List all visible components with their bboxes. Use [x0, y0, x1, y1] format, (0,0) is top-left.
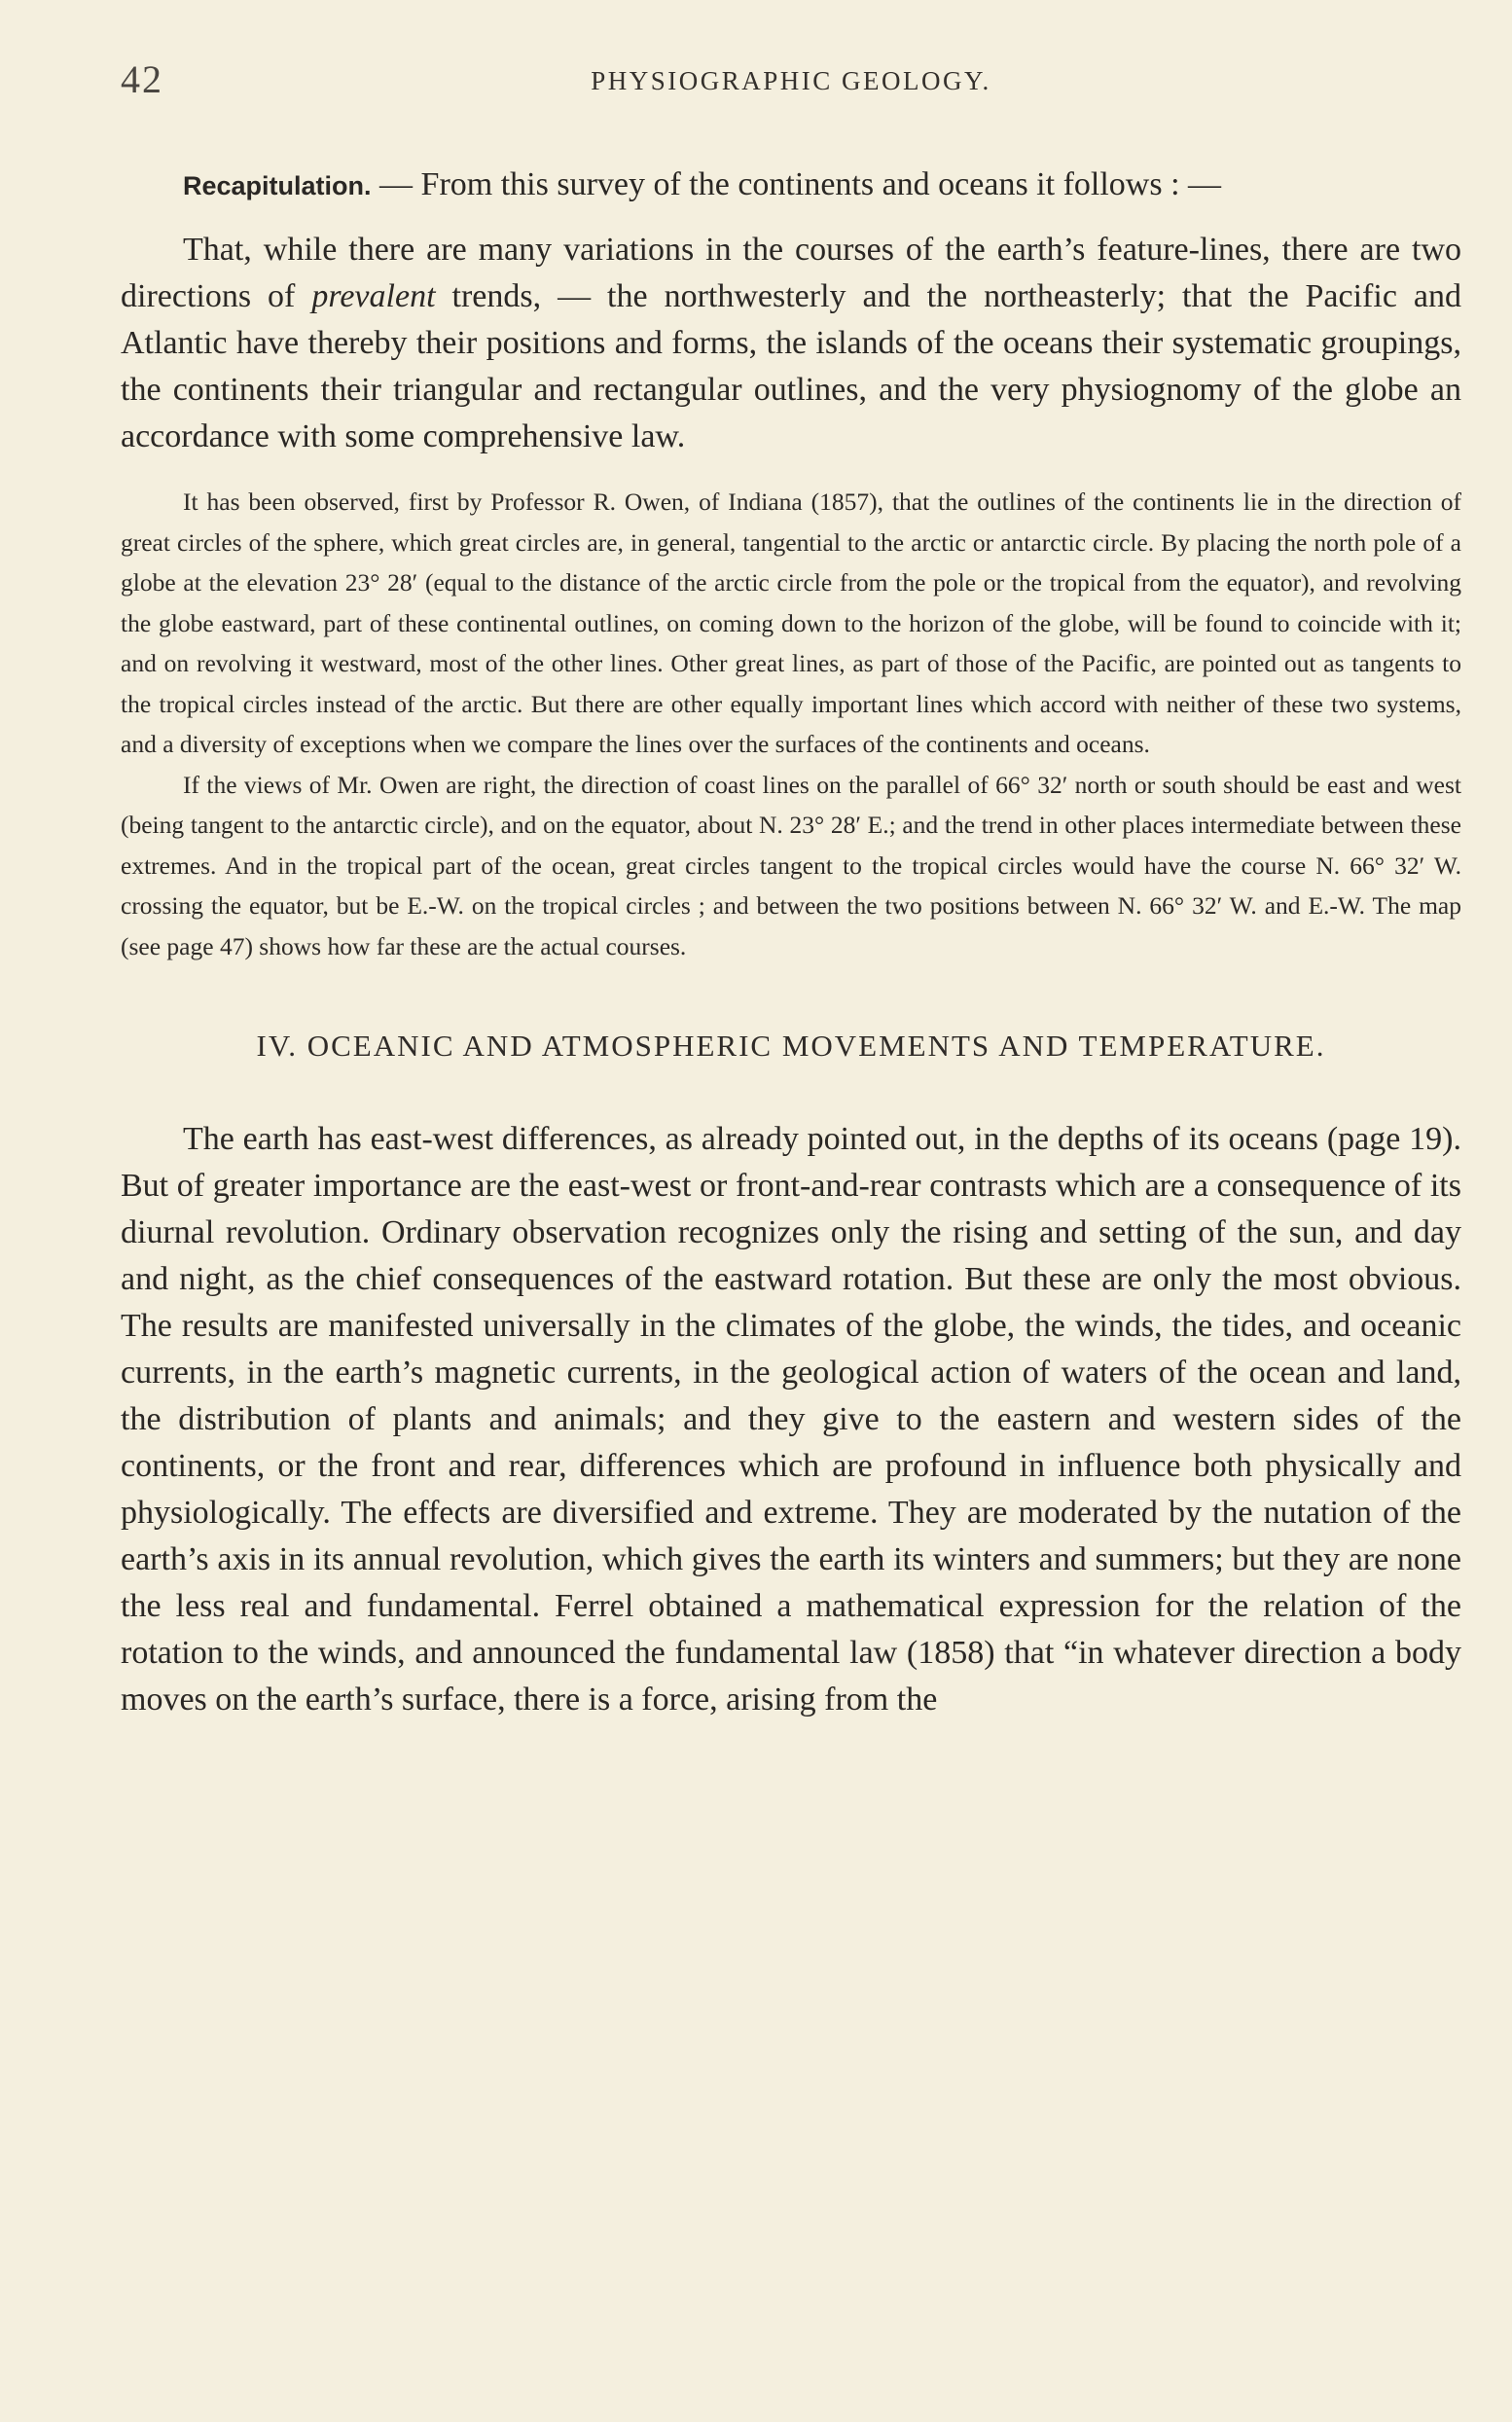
recapitulation-lead-in: Recapitulation. [183, 171, 372, 200]
running-head: PHYSIOGRAPHIC GEOLOGY. [591, 66, 991, 95]
paragraph-text-end: trends, — the northwesterly and the northeasterly; that the Pacific and Atlantic have thereby their positions and forms, the islands of the oceans their systematic groupings, the continents their triangular and rectangular outlines, and the very physiognomy of the globe an accordance with some comprehensive law. [121, 278, 1461, 454]
note-coast-lines: If the views of Mr. Owen are right, the direction of coast lines on the parallel of 66° 32′ north or south should be east and west (being tangent to the antarctic circle), and on the equator, about N. 23° 28′ E.; and the trend in other places intermediate between these extremes. And in the tropical part of the ocean, great circles tangent to the tropical circles would have the course N. 66° 32′ W. crossing the equator, but be E.-W. on the tropical circles ; and between the two positions between N. 66° 32′ W. and E.-W. The map (see page 47) shows how far these are the actual courses. [121, 770, 1461, 960]
page-number: 42 [121, 57, 163, 101]
paragraph-text-start: That, while there are many variations in the courses of the earth’s feature-lines, there are two directions of [121, 232, 1461, 314]
emphasis-prevalent: prevalent [311, 278, 436, 314]
book-page [121, 56, 1461, 1723]
body-paragraph-prevalent-trends [121, 227, 1461, 460]
recapitulation-paragraph [121, 162, 1461, 209]
body-paragraph-east-west: The earth has east-west differences, as already pointed out, in the depths of its oceans (page 19). But of greater importance are the east-west or front-and-rear contrasts which are a consequence of its diurnal revolution. Ordinary observation recognizes only the rising and setting of the sun, and day and night, as the chief consequences of the eastward rotation. But these are only the most obvious. The results are manifested universally in the climates of the globe, the winds, the tides, and oceanic currents, in the earth’s magnetic currents, in the geological action of waters of the ocean and land, the distribution of plants and animals; and they give to the eastern and western sides of the continents, or the front and rear, differences which are profound in influence both physically and physiologically. The effects are diversified and extreme. They are moderated by the nutation of the earth’s axis in its annual revolution, which gives the earth its winters and summers; but they are none the less real and fundamental. Ferrel obtained a mathematical expression for the relation of the rotation to the winds, and announced the fundamental law (1858) that “in whatever direction a body moves on the earth’s surface, there is a force, arising from the [121, 1121, 1461, 1717]
small-print-notes [121, 482, 1461, 966]
recapitulation-text: — From this survey of the continents and oceans it follows : — [371, 166, 1222, 202]
note-owen-great-circles: It has been observed, first by Professor R. Owen, of Indiana (1857), that the outlines of the continents lie in the direction of great circles of the sphere, which great circles are, in general, tangential to the arctic or antarctic circle. By placing the north pole of a globe at the elevation 23° 28′ (equal to the distance of the arctic circle from the pole or the tropical from the equator), and revolving the globe eastward, part of these continental outlines, on coming down to the horizon of the globe, will be found to coincide with it; and on revolving it westward, most of the other lines. Other great lines, as part of those of the Pacific, are pointed out as tangents to the tropical circles instead of the arctic. But there are other equally important lines which accord with neither of these two systems, and a diversity of exceptions when we compare the lines over the surfaces of the continents and oceans. [121, 488, 1461, 758]
page-header [121, 56, 1461, 105]
section-heading: IV. OCEANIC AND ATMOSPHERIC MOVEMENTS AND TEMPERATURE. [256, 1029, 1326, 1063]
